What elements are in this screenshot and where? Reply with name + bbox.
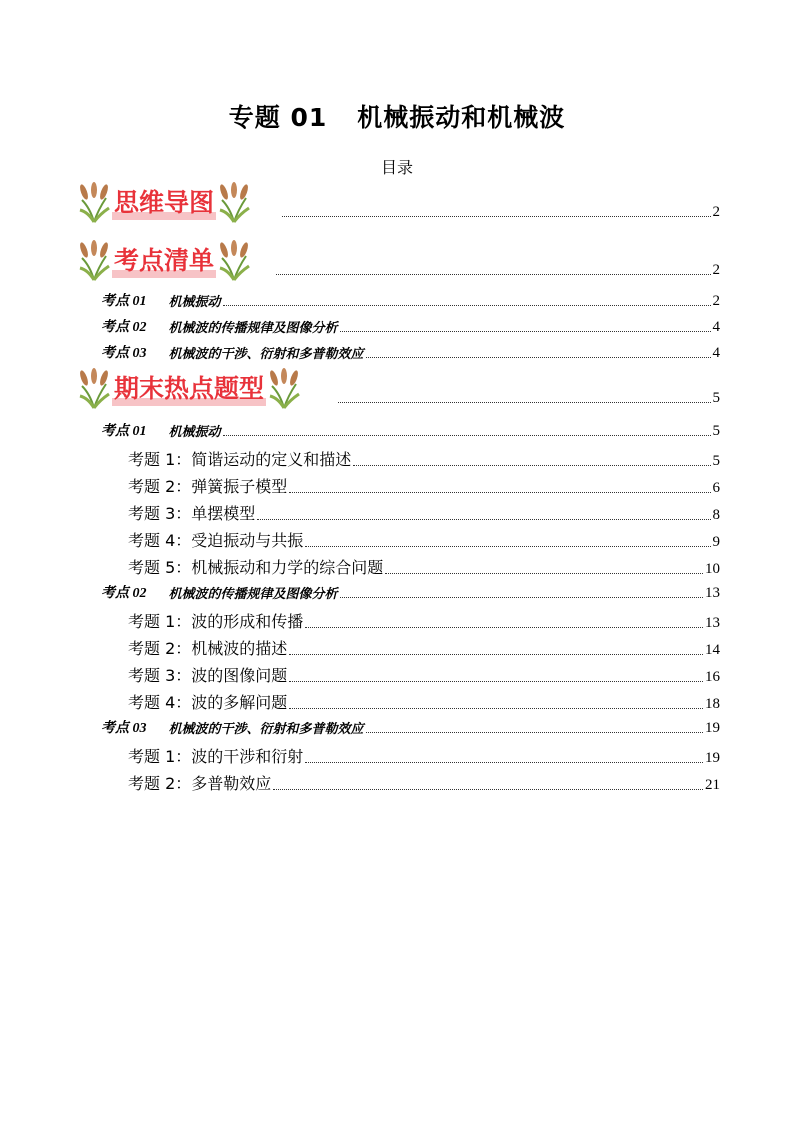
toc-section-mindmap[interactable]: [76, 180, 720, 226]
reed-icon: [266, 368, 302, 410]
section-badge: [76, 366, 302, 412]
toc-sub-entry[interactable]: 考题 1：波的形成和传播 13: [128, 612, 720, 631]
section-leader: [280, 204, 720, 221]
section-label: 思维导图: [112, 186, 216, 220]
reed-icon: [76, 182, 112, 224]
section-label: 考点清单: [112, 244, 216, 278]
page-number: 2: [712, 204, 720, 220]
toc-sub-entry[interactable]: 考题 3：单摆模型 8: [128, 504, 720, 523]
toc-sub-entry[interactable]: 考题 5：机械振动和力学的综合问题 10: [128, 558, 720, 577]
section-badge: [76, 180, 252, 226]
reed-icon: [216, 240, 252, 282]
toc-entry[interactable]: 考点 03 机械波的干涉、衍射和多普勒效应 4: [101, 345, 720, 361]
reed-icon: [76, 240, 112, 282]
toc-sub-entry[interactable]: 考题 4：波的多解问题 18: [128, 693, 720, 712]
toc-entry[interactable]: 考点 02 机械波的传播规律及图像分析 13: [101, 585, 720, 601]
toc-section-checklist[interactable]: [76, 238, 720, 284]
document-title: [0, 98, 794, 134]
toc-sub-entry[interactable]: 考题 1：简谐运动的定义和描述 5: [128, 450, 720, 469]
toc-entry[interactable]: 考点 03 机械波的干涉、衍射和多普勒效应 19: [101, 720, 720, 736]
toc-entry[interactable]: 考点 02 机械波的传播规律及图像分析 4: [101, 319, 720, 335]
toc-sub-entry[interactable]: 考题 1：波的干涉和衍射 19: [128, 747, 720, 766]
toc-section-hot-topics[interactable]: [76, 366, 720, 412]
toc-heading: 目录: [380, 158, 413, 177]
page-number: 5: [712, 390, 720, 406]
toc-sub-entry[interactable]: 考题 3：波的图像问题 16: [128, 666, 720, 685]
toc-entry[interactable]: 考点 01 机械振动 5: [101, 423, 720, 439]
page-number: 2: [712, 262, 720, 278]
reed-icon: [216, 182, 252, 224]
section-leader: [274, 262, 720, 279]
toc-sub-entry[interactable]: 考题 4：受迫振动与共振 9: [128, 531, 720, 550]
toc-sub-entry[interactable]: 考题 2：多普勒效应 21: [128, 774, 720, 793]
toc-sub-entry[interactable]: 考题 2：机械波的描述 14: [128, 639, 720, 658]
title-part-2: 机械振动和机械波: [357, 103, 566, 132]
reed-icon: [76, 368, 112, 410]
title-part-1: 专题 01: [228, 103, 328, 132]
section-label: 期末热点题型: [112, 372, 266, 406]
section-badge: [76, 238, 252, 284]
toc-entry[interactable]: 考点 01 机械振动 2: [101, 293, 720, 309]
section-leader: [336, 390, 720, 407]
toc-sub-entry[interactable]: 考题 2：弹簧振子模型 6: [128, 477, 720, 496]
